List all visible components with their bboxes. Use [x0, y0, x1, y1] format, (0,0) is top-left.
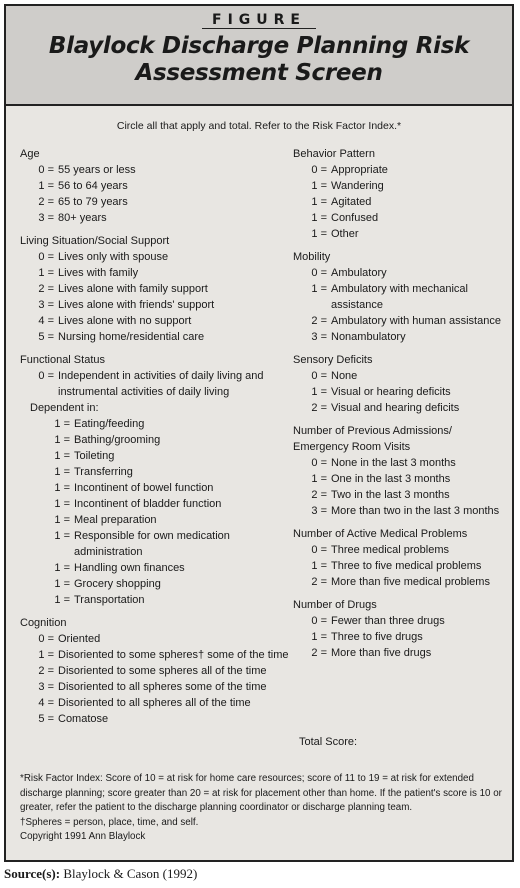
score-label: Lives alone with no support	[58, 315, 192, 327]
score-item	[20, 329, 290, 345]
score-item	[293, 329, 513, 345]
score-item	[20, 448, 290, 464]
item-list	[20, 416, 290, 608]
score-label: Fewer than three drugs	[331, 615, 445, 627]
score-item	[20, 480, 290, 496]
score-item	[293, 178, 513, 194]
section-previous-admissions	[293, 423, 513, 519]
score-item	[20, 210, 290, 226]
score-label: Ambulatory with mechanical assistance	[331, 283, 468, 311]
score-label: Bathing/grooming	[74, 434, 161, 446]
score-item	[293, 210, 513, 226]
score-value: 1 =	[311, 228, 327, 240]
score-value: 1 =	[54, 450, 70, 462]
score-value: 1 =	[311, 473, 327, 485]
score-item	[20, 249, 290, 265]
section-living-situation	[20, 233, 290, 345]
score-label: Ambulatory	[331, 267, 387, 279]
score-item	[293, 226, 513, 242]
score-value: 4 =	[38, 697, 54, 709]
section-title: Age	[20, 148, 40, 160]
section-age	[20, 146, 290, 226]
score-value: 3 =	[311, 505, 327, 517]
score-item	[293, 265, 513, 281]
instructions: Circle all that apply and total. Refer to the Risk Factor Index.*	[116, 120, 402, 132]
score-value: 1 =	[311, 180, 327, 192]
score-label: Lives only with spouse	[58, 251, 169, 263]
score-label: Two in the last 3 months	[331, 489, 450, 501]
score-label: Wandering	[331, 180, 384, 192]
section-sensory-deficits	[293, 352, 513, 416]
dependent-in-label: Dependent in:	[30, 402, 99, 414]
score-label: Nonambulatory	[331, 331, 406, 343]
score-value: 3 =	[38, 212, 54, 224]
score-label: Incontinent of bladder function	[74, 498, 222, 510]
score-item	[293, 503, 513, 519]
score-label: Visual or hearing deficits	[331, 386, 451, 398]
score-item	[293, 645, 513, 661]
section-title: Sensory Deficits	[293, 354, 373, 366]
score-item	[20, 576, 290, 592]
score-item	[20, 281, 290, 297]
score-label: Three to five drugs	[331, 631, 423, 643]
total-score-label: Total Score:	[299, 736, 358, 748]
item-list	[20, 249, 290, 345]
score-value: 2 =	[311, 647, 327, 659]
score-item	[293, 194, 513, 210]
score-label: Handling own finances	[74, 562, 185, 574]
score-value: 2 =	[311, 576, 327, 588]
score-value: 1 =	[54, 418, 70, 430]
score-label: Meal preparation	[74, 514, 157, 526]
score-label: Visual and hearing deficits	[331, 402, 460, 414]
score-label: Grocery shopping	[74, 578, 161, 590]
score-label: None	[331, 370, 358, 382]
score-value: 1 =	[311, 386, 327, 398]
item-list	[293, 613, 513, 661]
score-label: Agitated	[331, 196, 372, 208]
score-value: 1 =	[54, 562, 70, 574]
score-value: 2 =	[311, 315, 327, 327]
section-number-of-drugs	[293, 597, 513, 661]
score-label: Comatose	[58, 713, 109, 725]
source-text: Blaylock & Cason (1992)	[63, 866, 198, 881]
assessment-card	[4, 4, 514, 862]
score-item	[293, 574, 513, 590]
section-title: Number of Drugs	[293, 599, 377, 611]
left-column	[20, 146, 290, 734]
score-label: One in the last 3 months	[331, 473, 451, 485]
item-list	[293, 455, 513, 519]
section-functional-status	[20, 352, 290, 608]
score-item	[293, 471, 513, 487]
section-title: Behavior Pattern	[293, 148, 375, 160]
score-item	[293, 613, 513, 629]
score-item	[20, 313, 290, 329]
score-label: Lives alone with family support	[58, 283, 208, 295]
title-line-2: Assessment Screen	[135, 60, 383, 86]
score-label: More than two in the last 3 months	[331, 505, 500, 517]
right-column	[293, 146, 513, 668]
score-value: 1 =	[311, 283, 327, 295]
source-label: Source(s):	[4, 866, 61, 881]
score-item	[293, 400, 513, 416]
score-value: 0 =	[311, 457, 327, 469]
figure-title	[6, 33, 512, 87]
score-value: 0 =	[311, 615, 327, 627]
score-item	[293, 162, 513, 178]
score-item	[20, 663, 290, 679]
score-value: 0 =	[38, 251, 54, 263]
score-label: 65 to 79 years	[58, 196, 128, 208]
score-label: Toileting	[74, 450, 115, 462]
score-item	[20, 512, 290, 528]
score-value: 1 =	[38, 649, 54, 661]
score-item	[20, 432, 290, 448]
score-label: Lives with family	[58, 267, 139, 279]
score-label: Nursing home/residential care	[58, 331, 205, 343]
score-item	[20, 416, 290, 432]
score-item	[20, 592, 290, 608]
score-item	[293, 629, 513, 645]
score-item	[20, 711, 290, 727]
score-item	[293, 368, 513, 384]
score-value: 1 =	[54, 466, 70, 478]
score-value: 0 =	[38, 633, 54, 645]
section-cognition	[20, 615, 290, 727]
score-label: Transferring	[74, 466, 133, 478]
score-item	[20, 194, 290, 210]
score-label: Appropriate	[331, 164, 388, 176]
score-value: 1 =	[38, 180, 54, 192]
title-line-1: Blaylock Discharge Planning Risk	[48, 33, 470, 59]
score-value: 2 =	[311, 402, 327, 414]
score-label: More than five drugs	[331, 647, 432, 659]
score-value: 1 =	[54, 514, 70, 526]
score-value: 2 =	[38, 665, 54, 677]
score-value: 3 =	[38, 299, 54, 311]
score-label: Disoriented to all spheres some of the time	[58, 681, 267, 693]
section-behavior-pattern	[293, 146, 513, 242]
score-item	[20, 297, 290, 313]
section-title: Living Situation/Social Support	[20, 235, 170, 247]
score-item	[293, 542, 513, 558]
item-list	[293, 368, 513, 416]
score-value: 0 =	[311, 370, 327, 382]
score-item	[20, 631, 290, 647]
score-label: Disoriented to some spheres† some of the time	[58, 649, 289, 661]
score-value: 3 =	[311, 331, 327, 343]
risk-factor-index: *Risk Factor Index: Score of 10 = at risk for home care resources; score of 11 to 19 = at risk for extended discharge planning; score greater than 20 = at risk for placement other than home. If the patient's score is 10 or greater, refer the patient to the discharge planning coordinator or discharge planning team.	[20, 773, 502, 813]
score-value: 1 =	[54, 594, 70, 606]
score-item	[20, 647, 290, 663]
section-active-medical-problems	[293, 526, 513, 590]
score-item	[293, 281, 513, 313]
score-value: 1 =	[311, 631, 327, 643]
score-label: Oriented	[58, 633, 101, 645]
score-item	[20, 496, 290, 512]
score-value: 0 =	[38, 370, 54, 382]
score-value: 5 =	[38, 331, 54, 343]
score-label: Eating/feeding	[74, 418, 145, 430]
source-line	[4, 866, 197, 882]
footnote	[20, 772, 506, 845]
score-item	[20, 679, 290, 695]
score-value: 0 =	[311, 267, 327, 279]
score-label: Responsible for own medication administration	[74, 530, 230, 558]
score-label: Confused	[331, 212, 379, 224]
section-title: Cognition	[20, 617, 67, 629]
score-label: Three to five medical problems	[331, 560, 482, 572]
score-item	[20, 368, 290, 400]
score-label: Disoriented to some spheres all of the time	[58, 665, 267, 677]
score-label: Transportation	[74, 594, 145, 606]
score-value: 0 =	[38, 164, 54, 176]
score-label: None in the last 3 months	[331, 457, 456, 469]
score-label: Other	[331, 228, 359, 240]
score-label: Lives alone with friends' support	[58, 299, 215, 311]
section-title: Mobility	[293, 251, 331, 263]
score-value: 1 =	[38, 267, 54, 279]
score-item	[293, 455, 513, 471]
section-title: Number of Previous Admissions/	[293, 425, 452, 437]
score-item	[20, 178, 290, 194]
figure-header	[6, 6, 512, 106]
item-list	[293, 265, 513, 345]
score-value: 1 =	[311, 212, 327, 224]
score-value: 2 =	[38, 283, 54, 295]
score-item	[293, 558, 513, 574]
score-value: 5 =	[38, 713, 54, 725]
item-list	[293, 162, 513, 242]
score-label: 55 years or less	[58, 164, 136, 176]
score-value: 2 =	[311, 489, 327, 501]
score-value: 0 =	[311, 164, 327, 176]
item-list	[20, 162, 290, 226]
score-value: 1 =	[311, 196, 327, 208]
score-label: 80+ years	[58, 212, 107, 224]
section-title: Functional Status	[20, 354, 105, 366]
figure-label: FIGURE	[202, 12, 316, 29]
score-label: 56 to 64 years	[58, 180, 128, 192]
score-value: 3 =	[38, 681, 54, 693]
score-item	[293, 384, 513, 400]
score-item	[20, 265, 290, 281]
score-value: 4 =	[38, 315, 54, 327]
score-label: Three medical problems	[331, 544, 449, 556]
section-title: Number of Active Medical Problems	[293, 528, 468, 540]
score-value: 0 =	[311, 544, 327, 556]
score-label: Disoriented to all spheres all of the time	[58, 697, 251, 709]
score-value: 1 =	[54, 434, 70, 446]
score-item	[20, 528, 290, 560]
item-list	[20, 631, 290, 727]
score-label: Ambulatory with human assistance	[331, 315, 501, 327]
score-item	[293, 313, 513, 329]
score-value: 2 =	[38, 196, 54, 208]
item-list	[293, 542, 513, 590]
score-item	[293, 487, 513, 503]
score-item	[20, 464, 290, 480]
copyright: Copyright 1991 Ann Blaylock	[20, 831, 146, 842]
section-title: Emergency Room Visits	[293, 441, 411, 453]
score-item	[20, 162, 290, 178]
score-label: More than five medical problems	[331, 576, 490, 588]
score-label: Independent in activities of daily living and instrumental activities of daily living	[58, 370, 264, 398]
score-value: 1 =	[54, 482, 70, 494]
section-mobility	[293, 249, 513, 345]
spheres-note: †Spheres = person, place, time, and self.	[20, 816, 199, 828]
score-value: 1 =	[54, 530, 70, 542]
score-label: Incontinent of bowel function	[74, 482, 214, 494]
score-item	[20, 695, 290, 711]
score-item	[20, 560, 290, 576]
score-value: 1 =	[311, 560, 327, 572]
score-value: 1 =	[54, 498, 70, 510]
score-value: 1 =	[54, 578, 70, 590]
